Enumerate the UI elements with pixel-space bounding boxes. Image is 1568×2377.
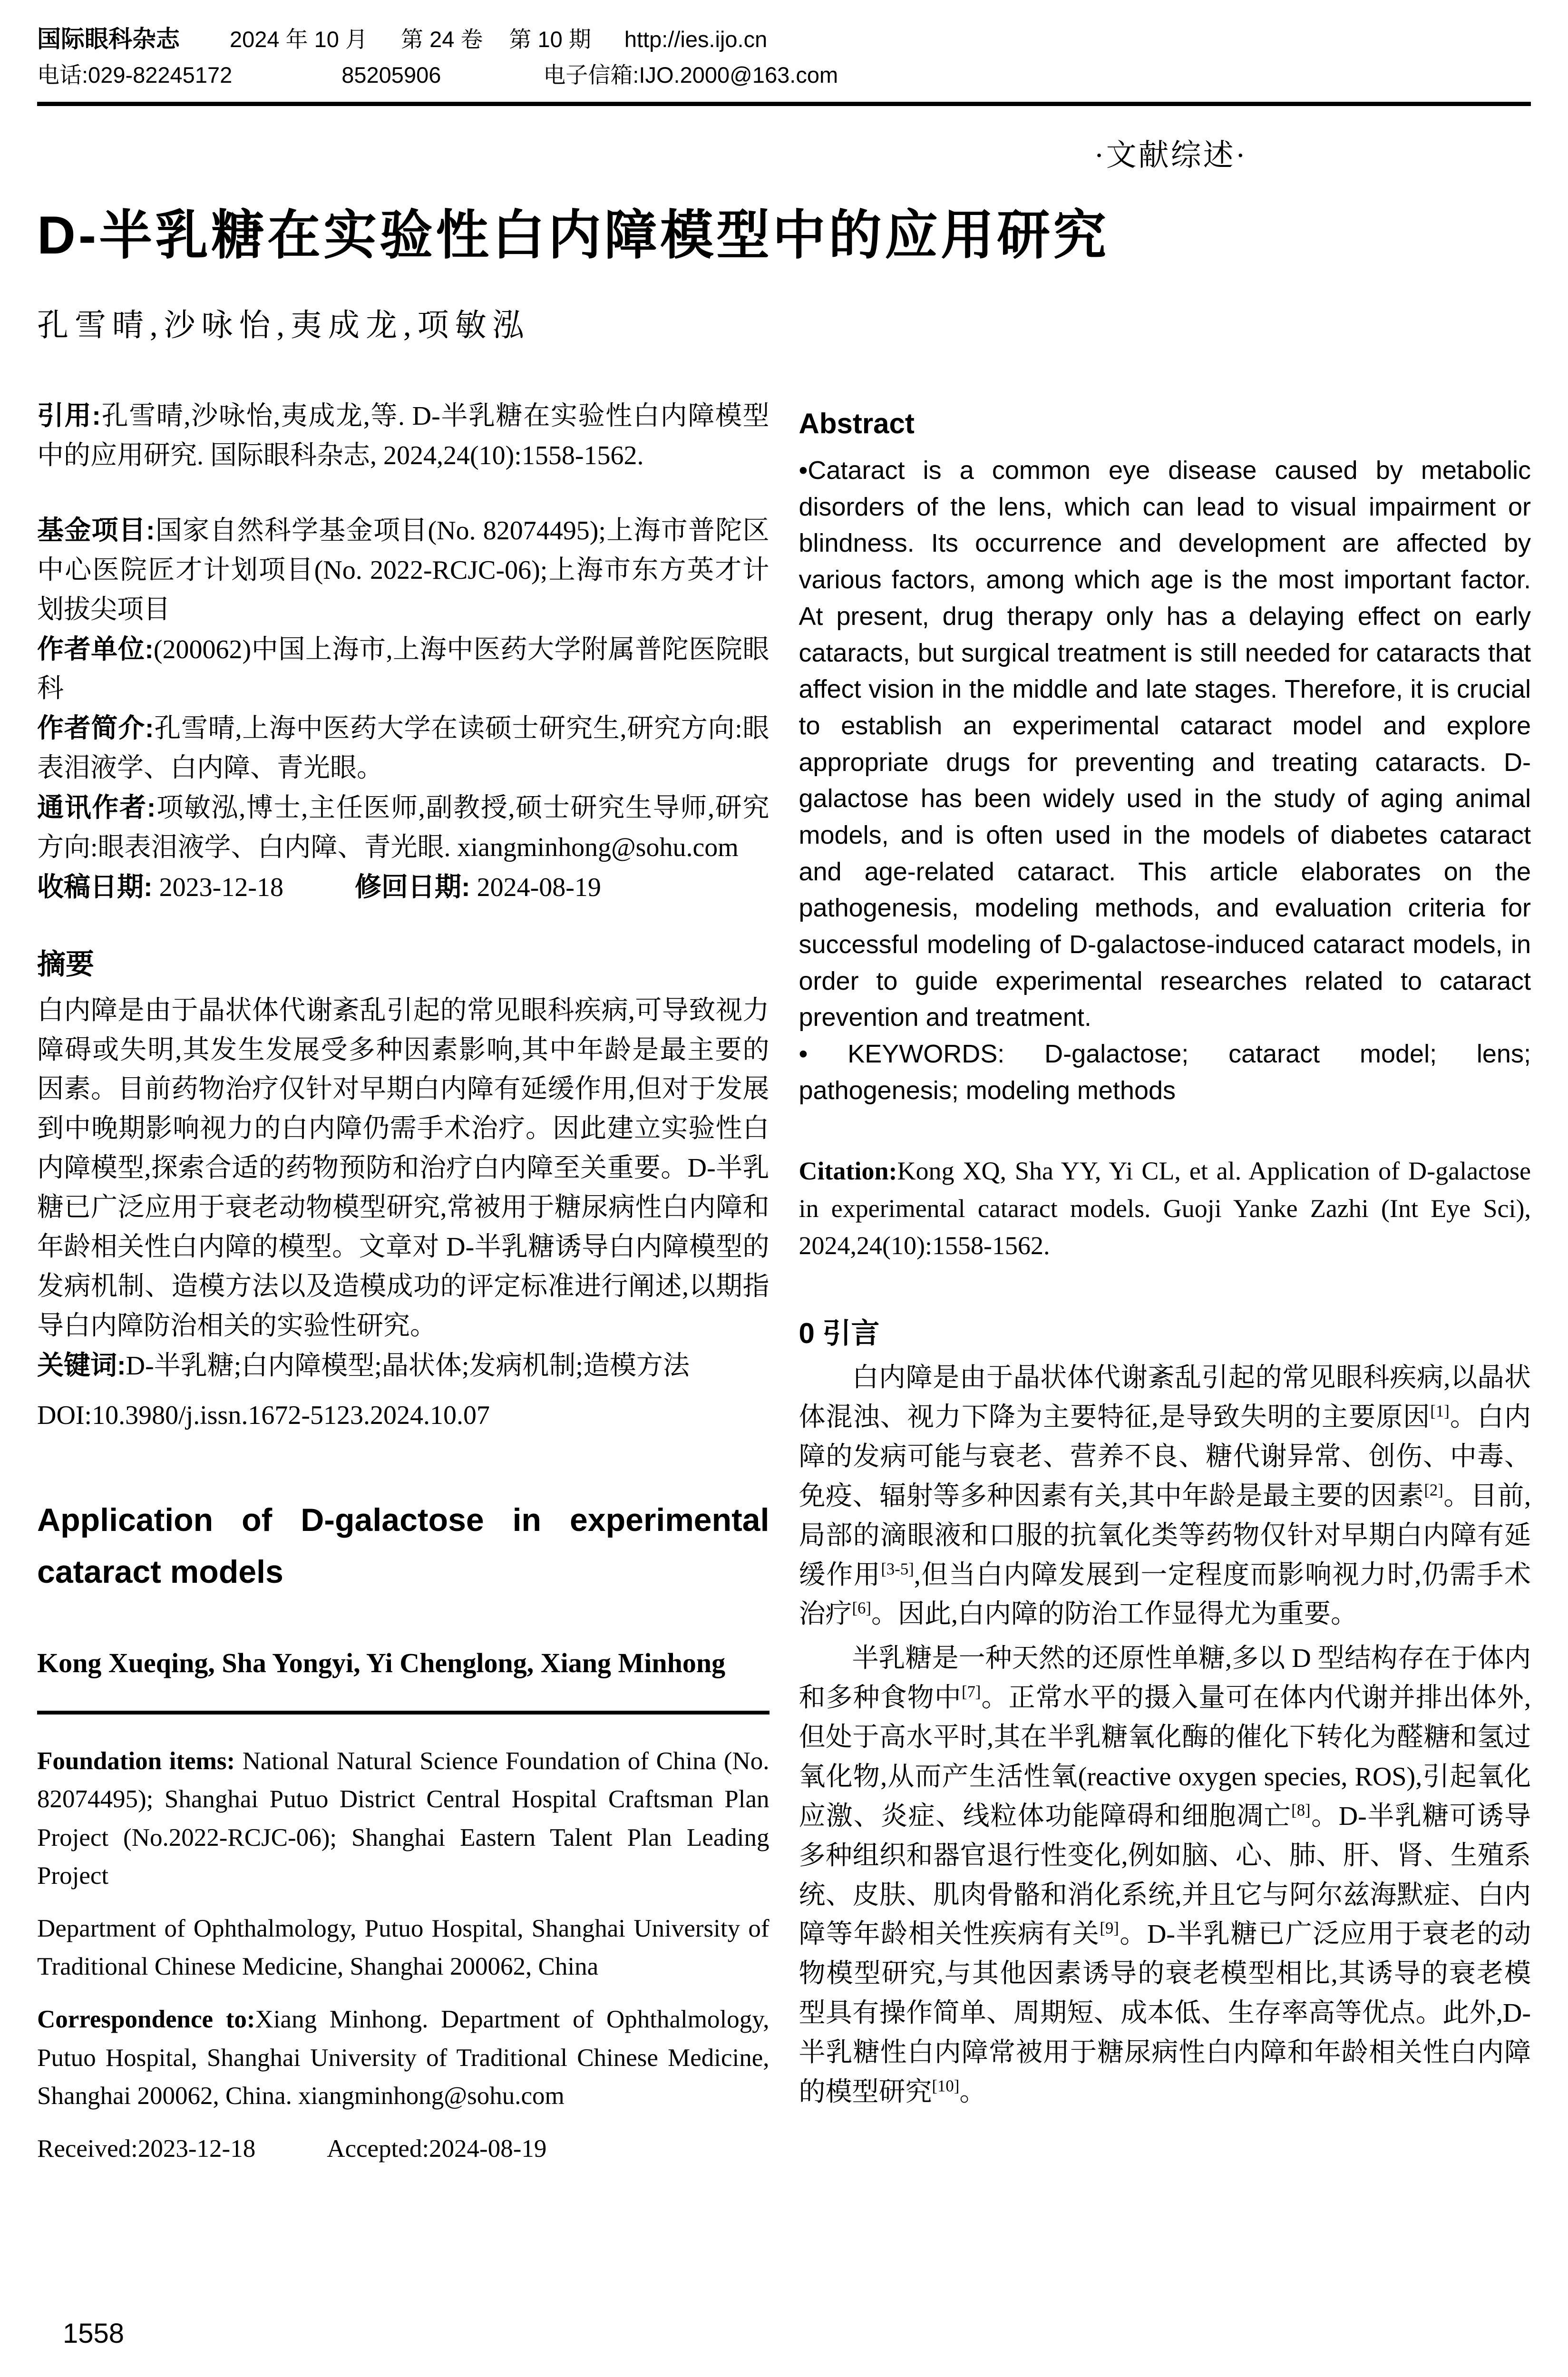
authors-cn: 孔雪晴,沙咏怡,夷成龙,项敏泓: [37, 308, 530, 343]
author-bio-paragraph: [37, 709, 769, 788]
keywords-en-text: D-galactose; cataract model; lens; pathogenesis; modeling methods: [799, 1039, 1531, 1105]
affiliation-en-paragraph: Department of Ophthalmology, Putuo Hospital, Shanghai University of Traditional Chinese Medicine, Shanghai 200062, China: [37, 1914, 769, 1981]
dates-en-line: [37, 2130, 769, 2168]
correspondence-en-label: Correspondence to:: [37, 2006, 255, 2034]
corresponding-author-text: 项敏泓,博士,主任医师,副教授,硕士研究生导师,研究方向:眼表泪液学、白内障、青光眼. xiangminhong@sohu.com: [37, 793, 769, 862]
foundation-cn-text: 国家自然科学基金项目(No. 82074495);上海市普陀区中心医院匠才计划项目(No. 2022-RCJC-06);上海市东方英才计划拔尖项目: [37, 516, 769, 624]
citation-cn-label: 引用:: [37, 400, 101, 431]
author-bio-label: 作者简介:: [37, 713, 154, 743]
correspondence-en-paragraph: [37, 2000, 769, 2115]
accepted-en-label: Accepted:: [327, 2134, 429, 2163]
citation-cn-paragraph: [37, 396, 769, 476]
intro-section-heading: 0 引言: [799, 1317, 880, 1350]
abstract-cn-heading: 摘要: [37, 948, 94, 980]
dates-cn-line: [37, 867, 769, 907]
citation-en-label: Citation:: [799, 1157, 897, 1186]
received-cn-date: 2023-12-18: [152, 872, 283, 902]
two-column-body: [37, 396, 1531, 2168]
left-column: [37, 396, 769, 2168]
journal-date: 2024 年 10 月: [230, 27, 368, 52]
foundation-cn-paragraph: [37, 511, 769, 630]
accepted-en-date: 2024-08-19: [429, 2134, 547, 2163]
header-rule: [37, 102, 1531, 106]
foundation-en-label: Foundation items:: [37, 1747, 235, 1775]
keywords-cn-label: 关键词:: [37, 1350, 126, 1380]
abstract-cn-text: 白内障是由于晶状体代谢紊乱引起的常见眼科疾病,可导致视力障碍或失明,其发生发展受多种因素影响,其中年龄是最主要的因素。目前药物治疗仅针对早期白内障有延缓作用,但对于发展到中晚期影响视力的白内障仍需手术治疗。因此建立实验性白内障模型,探索合适的药物预防和治疗白内障至关重要。D-半乳糖已广泛应用于衰老动物模型研究,常被用于糖尿病性白内障和年龄相关性白内障的模型。文章对 D-半乳糖诱导白内障模型的发病机制、造模方法以及造模成功的评定标准进行阐述,以期指导白内障防治相关的实验性研究。: [37, 995, 769, 1341]
journal-phone: 电话:029-82245172: [37, 62, 233, 88]
footnote-separator-rule: [37, 1711, 769, 1715]
journal-volume: 第 24 卷: [401, 27, 483, 52]
keywords-cn-paragraph: [37, 1346, 769, 1386]
foundation-en-text: National Natural Science Foundation of China (No. 82074495); Shanghai Putuo District Central Hospital Craftsman Plan Project (No.2022-RCJC-06); Shanghai Eastern Talent Plan Leading Project: [37, 1747, 769, 1890]
journal-name: 国际眼科杂志: [37, 26, 180, 52]
author-bio-text: 孔雪晴,上海中医药大学在读硕士研究生,研究方向:眼表泪液学、白内障、青光眼。: [37, 714, 769, 783]
affiliation-cn-text: (200062)中国上海市,上海中医药大学附属普陀医院眼科: [37, 634, 769, 704]
corresponding-author-label: 通讯作者:: [37, 792, 156, 823]
paper-title-en: Application of D-galactose in experimental cataract models: [37, 1502, 769, 1590]
correspondence-en-text: Xiang Minhong. Department of Ophthalmology, Putuo Hospital, Shanghai University of Traditional Chinese Medicine, Shanghai 200062, China. xiangminhong@sohu.com: [37, 2006, 769, 2110]
received-cn-label: 收稿日期:: [37, 871, 153, 902]
received-en-label: Received:: [37, 2134, 138, 2163]
citation-en-text: Kong XQ, Sha YY, Yi CL, et al. Application of D-galactose in experimental cataract models. Guoji Yanke Zazhi (Int Eye Sci), 2024,24(10):1558-1562.: [799, 1157, 1531, 1260]
keywords-en-label: KEYWORDS:: [847, 1039, 1005, 1068]
journal-phone2: 85205906: [341, 62, 441, 88]
journal-header-line2: [37, 58, 1531, 93]
abstract-en-heading: Abstract: [799, 408, 915, 440]
bullet-icon: •: [799, 1039, 808, 1068]
paper-title-cn: D-半乳糖在实验性白内障模型中的应用研究: [37, 205, 1110, 265]
right-column: [799, 396, 1531, 2112]
intro-paragraph-2: 半乳糖是一种天然的还原性单糖,多以 D 型结构存在于体内和多种食物中[7]。正常水平的摄入量可在体内代谢并排出体外,但处于高水平时,其在半乳糖氧化酶的催化下转化为醛糖和氢过氧化物,从而产生活性氧(reactive oxygen species, ROS),引起氧化应激、炎症、线粒体功能障碍和细胞凋亡[8]。D-半乳糖可诱导多种组织和器官退行性变化,例如脑、心、肺、肝、肾、生殖系统、皮肤、肌肉骨骼和消化系统,并且它与阿尔兹海默症、白内障等年龄相关性疾病有关[9]。D-半乳糖已广泛应用于衰老的动物模型研究,与其他因素诱导的衰老模型相比,其诱导的衰老模型具有操作简单、周期短、成本低、生存率高等优点。此外,D-半乳糖性白内障常被用于糖尿病性白内障和年龄相关性白内障的模型研究[10]。: [799, 1644, 1531, 2107]
foundation-en-paragraph: [37, 1742, 769, 1895]
received-en-date: 2023-12-18: [137, 2134, 256, 2163]
journal-email: 电子信箱:IJO.2000@163.com: [543, 62, 838, 88]
affiliation-cn-paragraph: [37, 630, 769, 709]
foundation-cn-label: 基金项目:: [37, 515, 155, 545]
citation-cn-text: 孔雪晴,沙咏怡,夷成龙,等. D-半乳糖在实验性白内障模型中的应用研究. 国际眼科杂志, 2024,24(10):1558-1562.: [37, 401, 769, 471]
revised-cn-date: 2024-08-19: [470, 872, 601, 902]
article-type-label: ·文献综述·: [1094, 138, 1247, 173]
keywords-en-paragraph: [799, 1036, 1531, 1109]
revised-cn-label: 修回日期:: [354, 871, 470, 902]
abstract-en-body: Cataract is a common eye disease caused by metabolic disorders of the lens, which can lead to visual impairment or blindness. Its occurrence and development are affected by various factors, among which age is the most important factor. At present, drug therapy only has a delaying effect on early cataracts, but surgical treatment is still needed for cataracts that affect vision in the middle and late stages. Therefore, it is crucial to establish an experimental cataract model and explore appropriate drugs for preventing and treating cataracts. D-galactose has been widely used in the study of aging animal models, and is often used in the models of diabetes cataract and age-related cataract. This article elaborates on the pathogenesis, modeling methods, and evaluation criteria for successful modeling of D-galactose-induced cataract models, in order to guide experimental researches related to cataract prevention and treatment.: [799, 456, 1531, 1032]
corresponding-author-paragraph: [37, 788, 769, 867]
affiliation-cn-label: 作者单位:: [37, 633, 154, 664]
keywords-cn-text: D-半乳糖;白内障模型;晶状体;发病机制;造模方法: [126, 1351, 690, 1381]
intro-paragraph-1: 白内障是由于晶状体代谢紊乱引起的常见眼科疾病,以晶状体混浊、视力下降为主要特征,是导致失明的主要原因[1]。白内障的发病可能与衰老、营养不良、糖代谢异常、创伤、中毒、免疫、辐射等多种因素有关,其中年龄是最主要的因素[2]。目前,局部的滴眼液和口服的抗氧化类等药物仅针对早期白内障有延缓作用[3-5],但当白内障发展到一定程度而影响视力时,仍需手术治疗[6]。因此,白内障的防治工作显得尤为重要。: [799, 1363, 1531, 1629]
journal-url: http://ies.ijo.cn: [624, 27, 768, 52]
citation-en-paragraph: [799, 1152, 1531, 1264]
bullet-icon: •: [799, 456, 808, 485]
journal-header-line1: [37, 21, 1531, 58]
authors-en: Kong Xueqing, Sha Yongyi, Yi Chenglong, Xiang Minhong: [37, 1647, 726, 1678]
abstract-en-text: [799, 452, 1531, 1036]
journal-issue: 第 10 期: [509, 27, 591, 52]
doi-line: DOI:10.3980/j.issn.1672-5123.2024.10.07: [37, 1401, 490, 1431]
page-number: 1558: [63, 2318, 125, 2349]
